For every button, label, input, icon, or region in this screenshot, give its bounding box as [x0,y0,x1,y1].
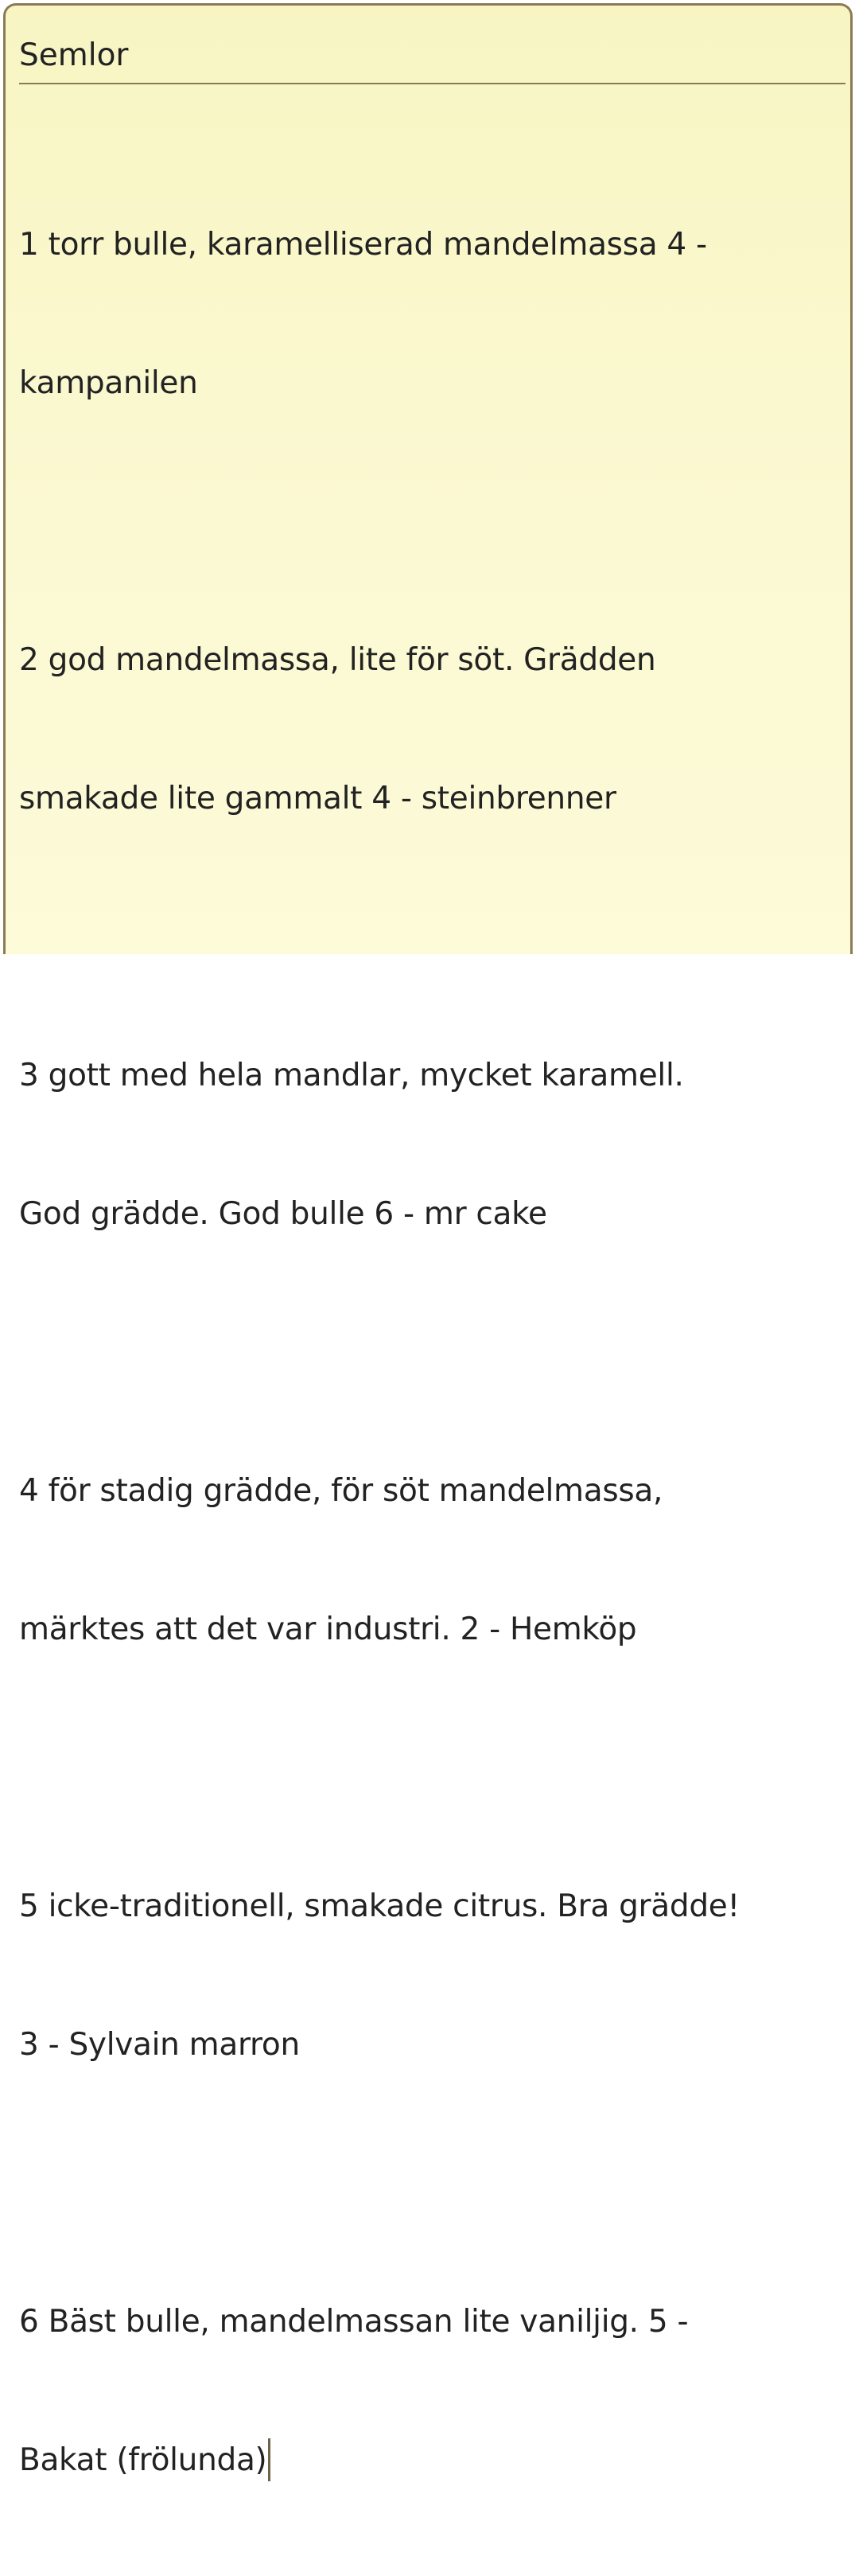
list-item [19,1376,846,1745]
list-item [19,545,846,914]
entry-line: kampanilen [19,365,198,401]
note-editor[interactable] [3,3,853,2478]
text-cursor [268,2438,270,2481]
entry-line: 4 för stadig grädde, för söt mandelmassa, [19,1473,663,1509]
entry-line: God grädde. God bulle 6 - mr cake [19,1196,547,1232]
list-item [19,961,846,1330]
list-item [19,1791,846,2161]
title-divider [19,83,845,84]
entry-line: 1 torr bulle, karamelliserad mandelmassa 4 - [19,227,707,263]
note-body[interactable] [19,130,846,2576]
note-title[interactable]: Semlor [19,37,129,73]
list-item [19,130,846,499]
entry-line: Bakat (frölunda) [19,2442,267,2478]
entry-line: 3 gott med hela mandlar, mycket karamell. [19,1058,684,1093]
entry-line-with-cursor [19,2438,846,2484]
entry-line: 5 icke-traditionell, smakade citrus. Bra grädde! [19,1888,740,1924]
entry-line: 3 - Sylvain marron [19,2027,300,2063]
entry-line: 2 god mandelmassa, lite för söt. Grädden [19,642,656,678]
entry-line: märktes att det var industri. 2 - Hemköp [19,1611,637,1647]
list-item [19,2207,846,2576]
entry-line: smakade lite gammalt 4 - steinbrenner [19,781,616,816]
entry-line: 6 Bäst bulle, mandelmassan lite vaniljig. 5 - [19,2304,689,2340]
